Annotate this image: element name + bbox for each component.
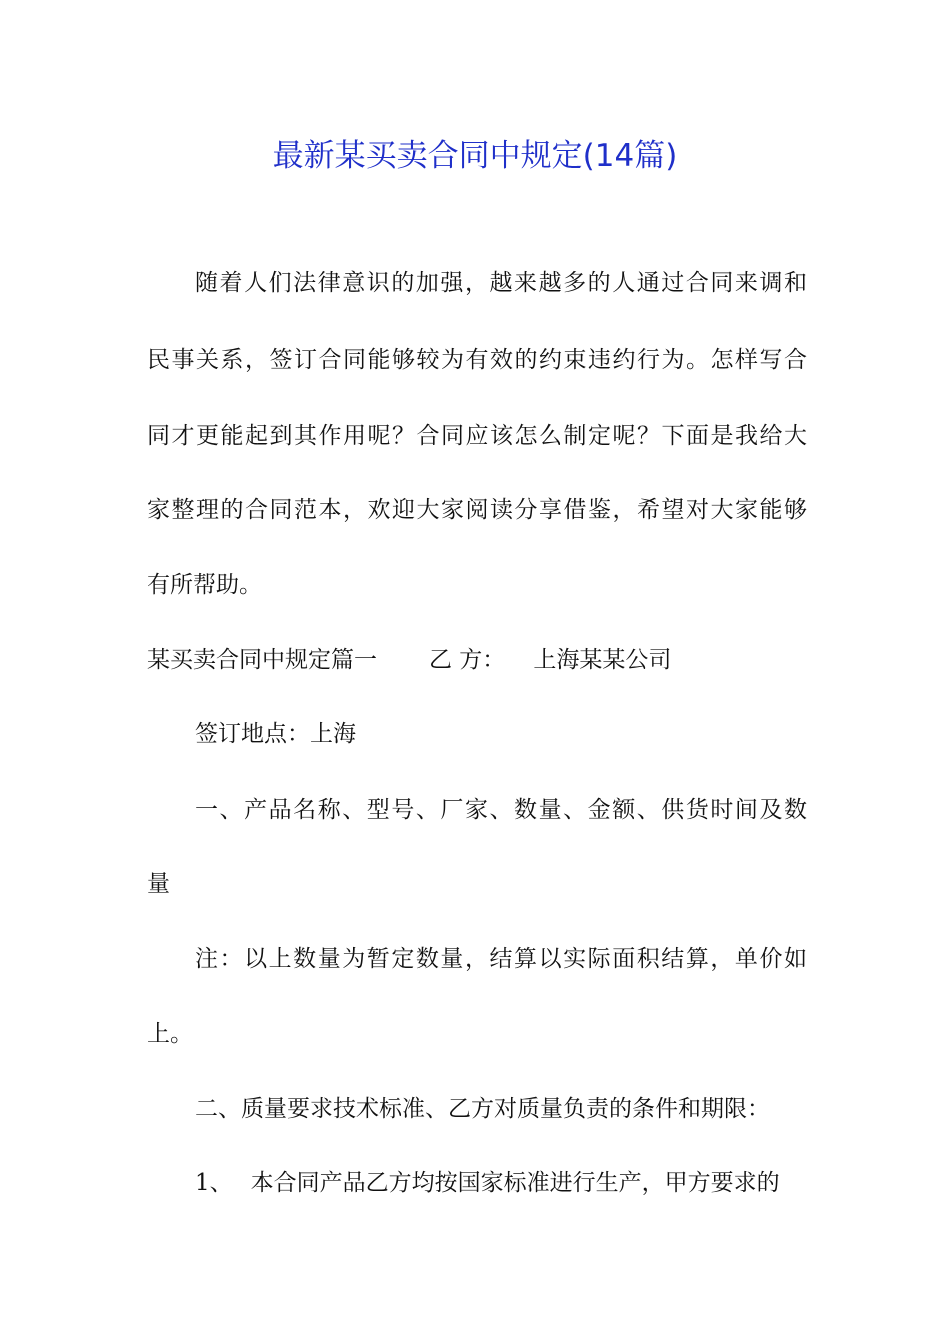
clause2-heading: 二、质量要求技术标准、乙方对质量负责的条件和期限：: [195, 1096, 770, 1122]
intro-line-3: 同才更能起到其作用呢？合同应该怎么制定呢？下面是我给大: [147, 423, 807, 449]
party-b-value: 上海某某公司: [533, 647, 672, 673]
item1-line: [195, 1168, 807, 1198]
item1-text: 本合同产品乙方均按国家标准进行生产，甲方要求的: [250, 1170, 780, 1196]
intro-line-1: 随着人们法律意识的加强，越来越多的人通过合同来调和: [195, 270, 807, 296]
section-heading: 某买卖合同中规定篇一: [147, 647, 377, 673]
intro-line-4: 家整理的合同范本，欢迎大家阅读分享借鉴，希望对大家能够: [147, 497, 807, 523]
clause1-line-1: 一、产品名称、型号、厂家、数量、金额、供货时间及数: [195, 797, 807, 823]
item1-number: 1、: [195, 1170, 233, 1196]
note-line-2: 上。: [147, 1021, 193, 1047]
intro-line-5: 有所帮助。: [147, 572, 262, 598]
party-b-label: 乙 方：: [429, 647, 506, 673]
note-line-1: 注：以上数量为暂定数量，结算以实际面积结算，单价如: [195, 946, 807, 972]
clause1-line-2: 量: [147, 871, 170, 897]
section-heading-line: [147, 645, 807, 675]
sign-place: 签订地点：上海: [195, 721, 356, 747]
intro-line-2: 民事关系，签订合同能够较为有效的约束违约行为。怎样写合: [147, 347, 807, 373]
document-title: 最新某买卖合同中规定(14篇): [272, 138, 678, 174]
